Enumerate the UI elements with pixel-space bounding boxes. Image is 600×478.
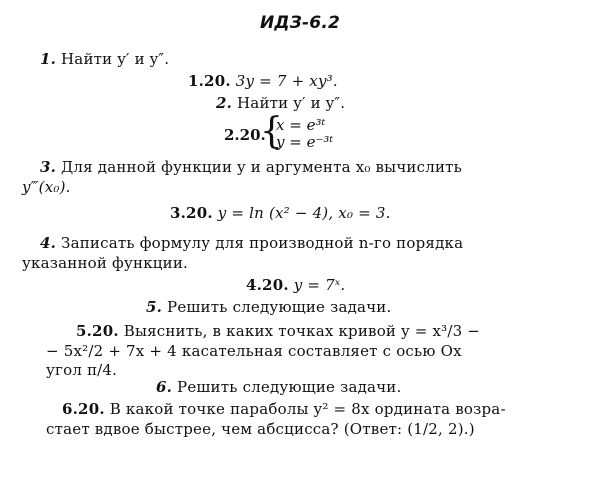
task-6-line2: стает вдвое быстрее, чем абсцисса? (Ответ: (1/2, 2).) — [46, 420, 475, 438]
task-6-item-line2 — [46, 420, 475, 438]
task-1-text: Найти y′ и y″. — [61, 50, 170, 68]
task-4-text-line1: Записать формулу для производной n-го порядка — [61, 234, 464, 252]
task-5-line1: Выяснить, в каких точках кривой y = x³/3 − — [123, 322, 481, 340]
task-1-heading — [40, 50, 169, 68]
task-5-item-line2 — [46, 342, 462, 360]
task-1-number: 1. — [40, 50, 57, 68]
task-3-item-number: 3.20. — [170, 204, 213, 222]
task-1-item-expression: 3y = 7 + xy³. — [235, 72, 338, 90]
task-5-number: 5. — [146, 298, 163, 316]
task-3-heading-line1 — [40, 158, 580, 176]
task-4-item — [246, 276, 345, 294]
task-6-text: Решить следующие задачи. — [177, 378, 402, 396]
task-5-heading — [146, 298, 391, 316]
task-2-number: 2. — [216, 94, 233, 112]
task-2-text: Найти y′ и y″. — [237, 94, 346, 112]
task-1-item — [188, 72, 338, 90]
task-4-text-line2: указанной функции. — [22, 254, 189, 272]
task-5-item-line1 — [76, 322, 480, 340]
task-3-text-line2: y‴(x₀). — [22, 178, 71, 196]
task-3-item-expression: y = ln (x² − 4), x₀ = 3. — [217, 204, 391, 222]
task-3-item — [170, 204, 391, 222]
task-4-heading-line1 — [40, 234, 463, 252]
task-2-heading — [216, 94, 345, 112]
task-2-equation-y: y = e⁻³ᵗ — [276, 133, 334, 151]
task-3-text-line1: Для данной функции y и аргумента x₀ вычислить — [61, 158, 463, 176]
task-2-item-number: 2.20. — [224, 126, 266, 144]
task-5-item-line3 — [46, 361, 117, 379]
task-5-line2: − 5x²/2 + 7x + 4 касательная составляет с осью Ox — [46, 342, 462, 360]
page-title: ИДЗ-6.2 — [259, 13, 341, 33]
task-6-number: 6. — [156, 378, 173, 396]
task-6-item-number: 6.20. — [62, 400, 105, 418]
task-4-item-expression: y = 7ˣ. — [293, 276, 346, 294]
task-5-line3: угол π/4. — [46, 361, 118, 379]
task-6-heading — [156, 378, 401, 396]
task-5-text: Решить следующие задачи. — [167, 298, 392, 316]
task-3-heading-line2 — [22, 178, 71, 196]
task-6-item-line1 — [62, 400, 506, 418]
task-4-heading-line2 — [22, 254, 188, 272]
task-6-line1: В какой точке параболы y² = 8x ордината возра- — [109, 400, 506, 418]
task-3-number: 3. — [40, 158, 57, 176]
task-4-number: 4. — [40, 234, 57, 252]
task-4-item-number: 4.20. — [246, 276, 289, 294]
task-2-equation-x: x = e³ᵗ — [276, 116, 326, 134]
system-brace: { — [260, 111, 283, 152]
task-5-item-number: 5.20. — [76, 322, 119, 340]
task-1-item-number: 1.20. — [188, 72, 231, 90]
